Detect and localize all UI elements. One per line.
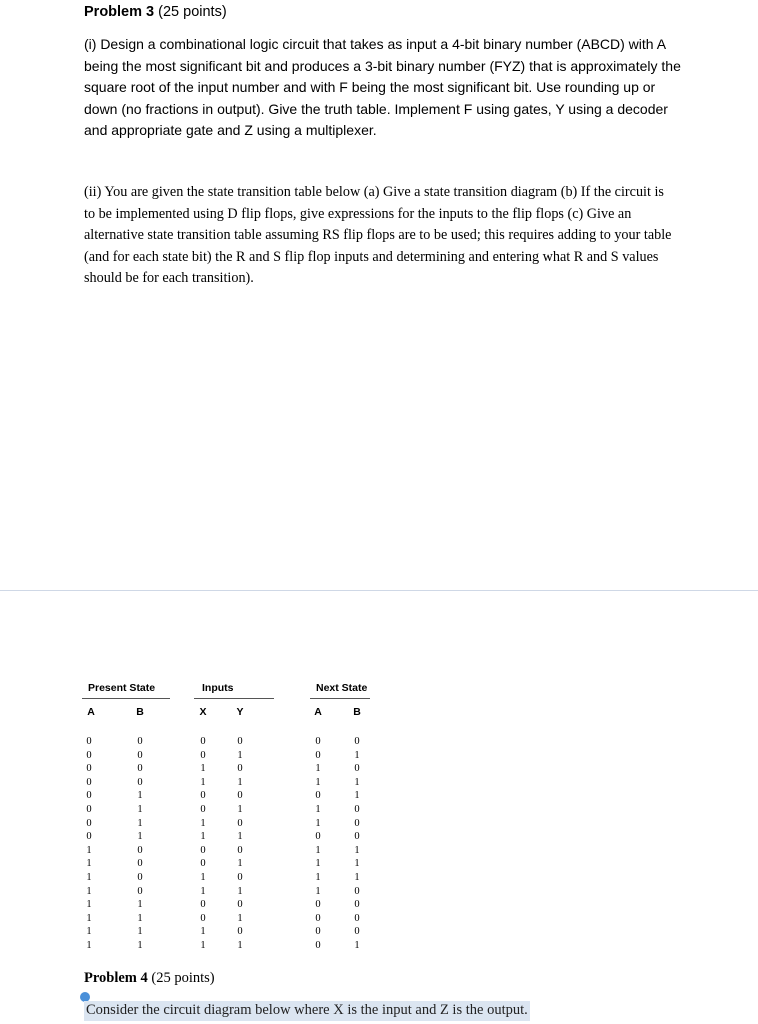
table-cell: 0 xyxy=(137,858,143,870)
table-cell: 1 xyxy=(137,817,143,829)
table-cell: 1 xyxy=(86,885,92,897)
table-cell: 0 xyxy=(137,844,143,856)
table-cell: 1 xyxy=(354,858,360,870)
table-cell: 0 xyxy=(315,790,321,802)
table-cell: 1 xyxy=(237,912,243,924)
table-cell: 1 xyxy=(200,776,206,788)
table-cell: 0 xyxy=(200,749,206,761)
group-header-inputs: Inputs xyxy=(202,682,234,694)
column-header-next-b: B xyxy=(353,706,361,718)
column-header-input-x: X xyxy=(199,706,207,718)
table-cell: 0 xyxy=(237,817,243,829)
table-cell: 0 xyxy=(86,736,92,747)
problem-4-points: (25 points) xyxy=(151,970,215,986)
table-cell: 0 xyxy=(315,912,321,924)
table-cell: 1 xyxy=(354,749,360,761)
table-cell: 1 xyxy=(86,844,92,856)
table-cell: 1 xyxy=(200,817,206,829)
problem-4-heading xyxy=(84,970,215,987)
table-cell: 0 xyxy=(354,899,360,911)
table-cell: 0 xyxy=(315,899,321,911)
column-header-next-a: A xyxy=(314,706,322,718)
table-cell: 1 xyxy=(137,926,143,938)
table-cell: 1 xyxy=(354,871,360,883)
table-cell: 1 xyxy=(86,939,92,951)
table-cell: 1 xyxy=(354,939,360,951)
table-cell: 0 xyxy=(86,776,92,788)
table-cell: 0 xyxy=(200,803,206,815)
table-cell: 1 xyxy=(237,858,243,870)
table-cell: 0 xyxy=(354,885,360,897)
table-cell: 1 xyxy=(237,831,243,843)
column-present-a xyxy=(82,735,96,953)
problem-3-points: (25 points) xyxy=(158,4,227,20)
table-cell: 1 xyxy=(237,803,243,815)
table-cell: 0 xyxy=(86,817,92,829)
table-cell: 0 xyxy=(137,736,143,747)
column-next-a xyxy=(311,735,325,953)
column-present-b xyxy=(133,735,147,953)
problem-3-part-ii: (ii) You are given the state transition table below (a) Give a state transition diagram (b) If the circuit is to be implemented using D flip flops, give expressions for the inputs to the flip flops (c) Give an alternative state transition table assuming RS flip flops are to be used; this requires adding to your table (and for each state bit) the R and S flip flop inputs and determining and entering what R and S values should be for each transition). xyxy=(84,184,672,286)
table-cell: 1 xyxy=(137,939,143,951)
column-next-b xyxy=(350,735,364,953)
column-header-present-b: B xyxy=(136,706,144,718)
table-cell: 0 xyxy=(315,939,321,951)
group-header-present-state: Present State xyxy=(88,682,156,694)
table-cell: 0 xyxy=(354,803,360,815)
table-cell: 0 xyxy=(354,763,360,775)
table-cell: 0 xyxy=(315,831,321,843)
column-input-y xyxy=(233,735,247,953)
table-cell: 0 xyxy=(200,736,206,747)
table-cell: 1 xyxy=(86,912,92,924)
table-cell: 0 xyxy=(354,817,360,829)
table-cell: 0 xyxy=(354,831,360,843)
group-underline-inputs xyxy=(194,698,274,699)
table-cell: 1 xyxy=(86,871,92,883)
problem-4-title: Problem 4 xyxy=(84,970,148,986)
column-header-input-y: Y xyxy=(236,706,244,718)
table-cell: 0 xyxy=(200,899,206,911)
table-cell: 1 xyxy=(200,831,206,843)
group-underline-next xyxy=(310,698,370,699)
group-underline-present xyxy=(82,698,170,699)
table-cell: 1 xyxy=(315,844,321,856)
table-cell: 1 xyxy=(137,831,143,843)
table-cell: 0 xyxy=(200,912,206,924)
table-cell: 1 xyxy=(315,763,321,775)
table-cell: 1 xyxy=(237,776,243,788)
column-input-x xyxy=(196,735,210,953)
table-cell: 1 xyxy=(86,899,92,911)
table-cell: 1 xyxy=(200,885,206,897)
table-cell: 1 xyxy=(137,899,143,911)
table-cell: 0 xyxy=(237,926,243,938)
table-cell: 0 xyxy=(354,736,360,747)
table-cell: 1 xyxy=(315,776,321,788)
table-cell: 1 xyxy=(315,817,321,829)
table-cell: 1 xyxy=(200,871,206,883)
table-cell: 0 xyxy=(86,763,92,775)
table-cell: 0 xyxy=(354,912,360,924)
table-cell: 1 xyxy=(315,858,321,870)
table-cell: 1 xyxy=(200,763,206,775)
table-cell: 0 xyxy=(237,899,243,911)
table-cell: 0 xyxy=(315,749,321,761)
table-cell: 1 xyxy=(200,926,206,938)
table-cell: 1 xyxy=(86,858,92,870)
state-transition-table xyxy=(78,676,378,966)
table-cell: 1 xyxy=(200,939,206,951)
group-header-next-state: Next State xyxy=(316,682,368,694)
problem-4-text[interactable]: Consider the circuit diagram below where X is the input and Z is the output. xyxy=(84,1001,530,1021)
table-cell: 1 xyxy=(86,926,92,938)
table-cell: 0 xyxy=(237,871,243,883)
column-header-present-a: A xyxy=(87,706,95,718)
table-cell: 1 xyxy=(137,803,143,815)
table-cell: 0 xyxy=(137,749,143,761)
table-cell: 1 xyxy=(137,790,143,802)
table-cell: 0 xyxy=(200,858,206,870)
table-cell: 0 xyxy=(200,790,206,802)
table-cell: 0 xyxy=(237,844,243,856)
table-cell: 0 xyxy=(86,790,92,802)
problem-3-title: Problem 3 xyxy=(84,4,155,20)
table-cell: 1 xyxy=(354,790,360,802)
table-cell: 0 xyxy=(86,831,92,843)
table-cell: 0 xyxy=(137,763,143,775)
table-cell: 0 xyxy=(237,736,243,747)
problem-3-heading xyxy=(84,4,227,20)
table-cell: 0 xyxy=(86,803,92,815)
table-cell: 1 xyxy=(237,885,243,897)
table-cell: 0 xyxy=(315,736,321,747)
page-divider xyxy=(0,590,758,591)
table-cell: 1 xyxy=(237,749,243,761)
table-cell: 1 xyxy=(137,912,143,924)
table-cell: 0 xyxy=(137,776,143,788)
table-cell: 0 xyxy=(200,844,206,856)
table-cell: 0 xyxy=(137,871,143,883)
table-cell: 0 xyxy=(315,926,321,938)
table-cell: 0 xyxy=(137,885,143,897)
problem-3-part-i: (i) Design a combinational logic circuit that takes as input a 4-bit binary number (ABCD) with A being the most significant bit and produces a 3-bit binary number (FYZ) that is approximately the square root of the input number and with F being the most significant bit. Use rounding up or down (no fractions in output). Give the truth table. Implement F using gates, Y using a decoder and appropriate gate and Z using a multiplexer. xyxy=(84,36,681,138)
table-cell: 1 xyxy=(354,844,360,856)
table-cell: 1 xyxy=(315,885,321,897)
table-cell: 0 xyxy=(237,790,243,802)
table-cell: 1 xyxy=(315,803,321,815)
table-cell: 1 xyxy=(237,939,243,951)
table-cell: 0 xyxy=(86,749,92,761)
table-cell: 0 xyxy=(354,926,360,938)
table-cell: 1 xyxy=(354,776,360,788)
table-cell: 0 xyxy=(237,763,243,775)
table-cell: 1 xyxy=(315,871,321,883)
